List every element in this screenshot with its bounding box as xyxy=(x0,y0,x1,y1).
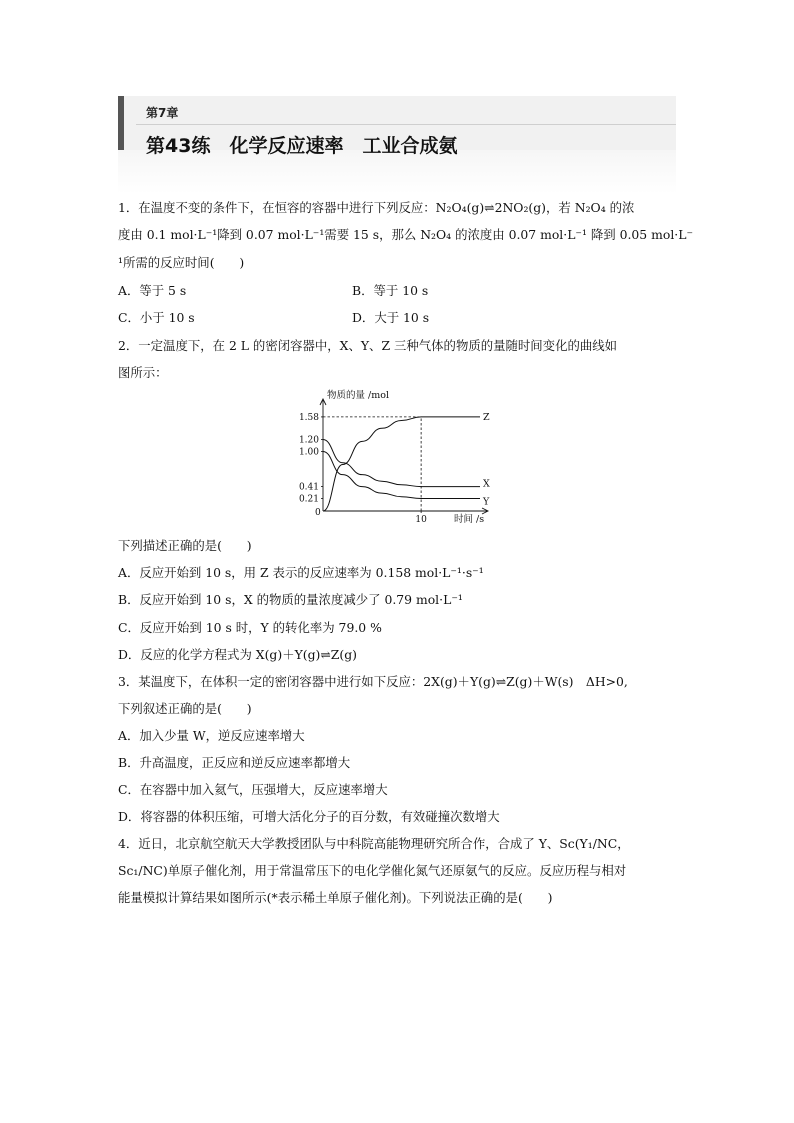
q4-stem-line-1: 4．近日，北京航空航天大学教授团队与中科院高能物理研究所合作，合成了 Y、Sc(Y₁/NC， xyxy=(118,836,630,851)
y-tick-label: 0.21 xyxy=(298,494,319,505)
q1-option-d: D．大于 10 s xyxy=(352,310,430,325)
q4-stem-line-2: Sc₁/NC)单原子催化剂，用于常温常压下的电化学催化氮气还原氨气的反应。反应历程与相对 xyxy=(118,863,627,878)
q1-option-a: A．等于 5 s xyxy=(118,283,187,298)
q3-option-c: C．在容器中加入氦气，压强增大，反应速率增大 xyxy=(118,782,388,797)
q2-question: 下列描述正确的是( ) xyxy=(118,538,252,553)
q4-stem-line-3: 能量模拟计算结果如图所示(*表示稀土单原子催化剂)。下列说法正确的是( ) xyxy=(118,890,553,905)
series-line-y xyxy=(323,451,480,498)
q1-stem-line-3: ¹所需的反应时间( ) xyxy=(118,255,245,270)
series-label-z: Z xyxy=(483,411,490,423)
page-title: 第43练 化学反应速率 工业合成氨 xyxy=(146,135,458,157)
x-axis-label: 时间 /s xyxy=(454,514,485,525)
series-label-x: X xyxy=(483,478,490,490)
title-divider xyxy=(136,124,676,125)
q1-option-c: C．小于 10 s xyxy=(118,310,195,325)
q2-stem-line-2: 图所示： xyxy=(118,365,168,380)
chapter-label: 第7章 xyxy=(146,106,179,120)
y-tick-label: 1.20 xyxy=(298,435,319,446)
q1-stem-line-2: 度由 0.1 mol·L⁻¹降到 0.07 mol·L⁻¹需要 15 s，那么 N₂O₄ 的浓度由 0.07 mol·L⁻¹ 降到 0.05 mol·L⁻ xyxy=(118,227,694,242)
q1-option-b: B．等于 10 s xyxy=(352,283,429,298)
q3-option-d: D．将容器的体积压缩，可增大活化分子的百分数，有效碰撞次数增大 xyxy=(118,809,500,824)
q2-option-b: B．反应开始到 10 s，X 的物质的量浓度减少了 0.79 mol·L⁻¹ xyxy=(118,592,463,607)
q3-stem-line-1: 3．某温度下，在体积一定的密闭容器中进行如下反应：2X(g)＋Y(g)⇌Z(g)＋W(s) ΔH>0, xyxy=(118,674,628,689)
y-axis-label: 物质的量 /mol xyxy=(327,390,389,401)
q3-option-b: B．升高温度，正反应和逆反应速率都增大 xyxy=(118,755,351,770)
series-label-y: Y xyxy=(483,496,490,508)
q3-stem-line-2: 下列叙述正确的是( ) xyxy=(118,701,252,716)
y-tick-label: 1.00 xyxy=(298,447,319,458)
origin-label: 0 xyxy=(315,508,321,518)
q1-stem-line-1: 1．在温度不变的条件下，在恒容的容器中进行下列反应：N₂O₄(g)⇌2NO₂(g)，若 N₂O₄ 的浓 xyxy=(118,200,635,215)
q2-option-c: C．反应开始到 10 s 时，Y 的转化率为 79.0 % xyxy=(118,620,382,635)
q3-option-a: A．加入少量 W，逆反应速率增大 xyxy=(118,728,305,743)
x-tick-label: 10 xyxy=(415,515,427,525)
y-tick-label: 1.58 xyxy=(298,412,319,423)
q2-option-a: A．反应开始到 10 s，用 Z 表示的反应速率为 0.158 mol·L⁻¹·s⁻¹ xyxy=(118,565,484,580)
y-tick-label: 0.41 xyxy=(298,482,319,493)
q2-option-d: D．反应的化学方程式为 X(g)＋Y(g)⇌Z(g) xyxy=(118,647,357,662)
amount-vs-time-chart xyxy=(290,387,500,527)
q2-stem-line-1: 2．一定温度下，在 2 L 的密闭容器中，X、Y、Z 三种气体的物质的量随时间变化的曲线如 xyxy=(118,338,618,353)
